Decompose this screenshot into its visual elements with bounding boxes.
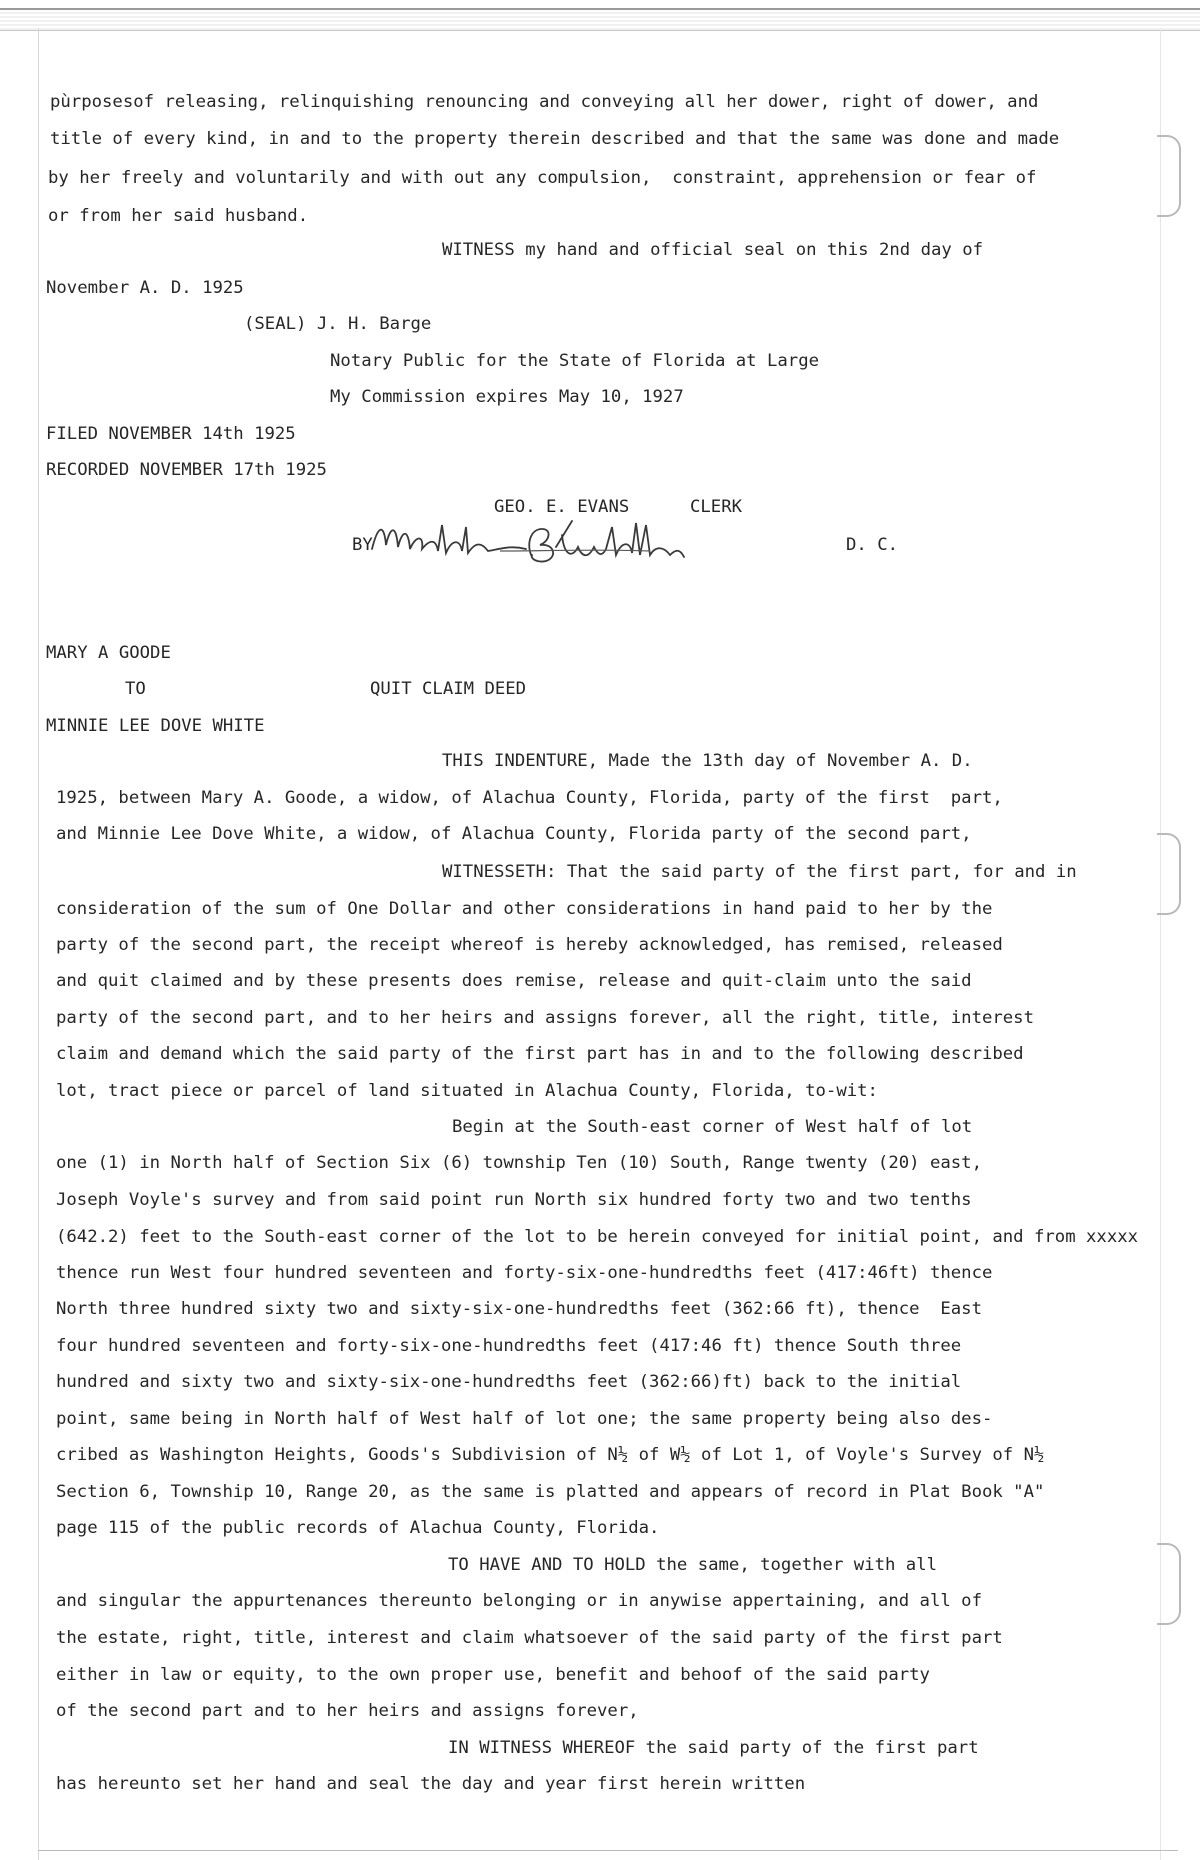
legal-description-line: page 115 of the public records of Alachua County, Florida.	[56, 1518, 660, 1538]
habendum-line: TO HAVE AND TO HOLD the same, together with all	[448, 1555, 937, 1575]
testimonium-line: has hereunto set her hand and seal the day and year first herein written	[56, 1774, 806, 1794]
legal-description-line: hundred and sixty two and sixty-six-one-hundredths feet (362:66)ft) back to the initial	[56, 1372, 962, 1392]
page-left-margin-line	[38, 28, 39, 1860]
deed-body-line: consideration of the sum of One Dollar and other considerations in hand paid to her by the	[56, 899, 993, 919]
witness-line: WITNESS my hand and official seal on this 2nd day of	[442, 240, 984, 260]
habendum-line: and singular the appurtenances thereunto belonging or in anywise appertaining, and all of	[56, 1591, 982, 1611]
deed-body-line: 1925, between Mary A. Goode, a widow, of Alachua County, Florida, party of the first part,	[56, 788, 1003, 808]
caption-to: TO	[125, 679, 146, 699]
clerk-title: CLERK	[690, 497, 743, 517]
recorded-date: RECORDED NOVEMBER 17th 1925	[46, 460, 327, 480]
clerk-name: GEO. E. EVANS	[494, 497, 630, 517]
testimonium-line: IN WITNESS WHEREOF the said party of the first part	[448, 1738, 979, 1758]
notary-title: Notary Public for the State of Florida at Large	[330, 351, 819, 371]
habendum-line: the estate, right, title, interest and claim whatsoever of the said party of the first part	[56, 1628, 1003, 1648]
binder-ring	[1157, 833, 1181, 915]
legal-description-line: one (1) in North half of Section Six (6) township Ten (10) South, Range twenty (20) east,	[56, 1153, 982, 1173]
page-top-border	[0, 8, 1200, 31]
acknowledgement-line: title of every kind, in and to the property therein described and that the same was done and made	[50, 129, 1060, 149]
legal-description-line: Section 6, Township 10, Range 20, as the same is platted and appears of record in Plat Book "A"	[56, 1482, 1045, 1502]
handwritten-signature	[350, 505, 770, 575]
legal-description-line: Joseph Voyle's survey and from said point run North six hundred forty two and two tenths	[56, 1190, 972, 1210]
acknowledgement-line: pùrposesof releasing, relinquishing renouncing and conveying all her dower, right of dower, and	[50, 92, 1039, 112]
legal-description-line: Begin at the South-east corner of West half of lot	[452, 1117, 973, 1137]
legal-description-line: (642.2) feet to the South-east corner of the lot to be herein conveyed for initial point, and from xxxxx	[56, 1227, 1139, 1247]
notary-commission: My Commission expires May 10, 1927	[330, 387, 684, 407]
deed-body-line: party of the second part, and to her heirs and assigns forever, all the right, title, interest	[56, 1008, 1034, 1028]
grantee-name: MINNIE LEE DOVE WHITE	[46, 716, 265, 736]
deputy-clerk-label: D. C.	[846, 535, 899, 555]
page-bottom-border	[38, 1850, 1178, 1851]
deed-body-line: and Minnie Lee Dove White, a widow, of Alachua County, Florida party of the second part,	[56, 824, 972, 844]
deed-body-line: WITNESSETH: That the said party of the first part, for and in	[442, 862, 1077, 882]
deed-type: QUIT CLAIM DEED	[370, 679, 527, 699]
notary-seal-name: (SEAL) J. H. Barge	[244, 314, 432, 334]
legal-description-line: North three hundred sixty two and sixty-six-one-hundredths feet (362:66 ft), thence East	[56, 1299, 982, 1319]
binder-ring	[1157, 135, 1181, 217]
legal-description-line: thence run West four hundred seventeen and forty-six-one-hundredths feet (417:46ft) thence	[56, 1263, 993, 1283]
legal-description-line: cribed as Washington Heights, Goods's Subdivision of N½ of W½ of Lot 1, of Voyle's Survey of N½	[56, 1445, 1045, 1465]
legal-description-line: point, same being in North half of West half of lot one; the same property being also des-	[56, 1409, 993, 1429]
deed-body-line: claim and demand which the said party of the first part has in and to the following described	[56, 1044, 1024, 1064]
deed-body-line: THIS INDENTURE, Made the 13th day of November A. D.	[442, 751, 973, 771]
habendum-line: either in law or equity, to the own proper use, benefit and behoof of the said party	[56, 1665, 930, 1685]
acknowledgement-line: or from her said husband.	[48, 206, 309, 226]
acknowledgement-line: by her freely and voluntarily and with out any compulsion, constraint, apprehension or fear of	[48, 168, 1037, 188]
deed-body-line: party of the second part, the receipt whereof is hereby acknowledged, has remised, released	[56, 935, 1003, 955]
binder-ring	[1157, 1543, 1181, 1625]
deed-body-line: lot, tract piece or parcel of land situated in Alachua County, Florida, to-wit:	[56, 1081, 878, 1101]
deed-body-line: and quit claimed and by these presents does remise, release and quit-claim unto the said	[56, 971, 972, 991]
by-label: BY	[352, 535, 373, 555]
witness-date: November A. D. 1925	[46, 278, 244, 298]
grantor-name: MARY A GOODE	[46, 643, 171, 663]
filed-date: FILED NOVEMBER 14th 1925	[46, 424, 296, 444]
habendum-line: of the second part and to her heirs and assigns forever,	[56, 1701, 639, 1721]
legal-description-line: four hundred seventeen and forty-six-one-hundredths feet (417:46 ft) thence South three	[56, 1336, 962, 1356]
